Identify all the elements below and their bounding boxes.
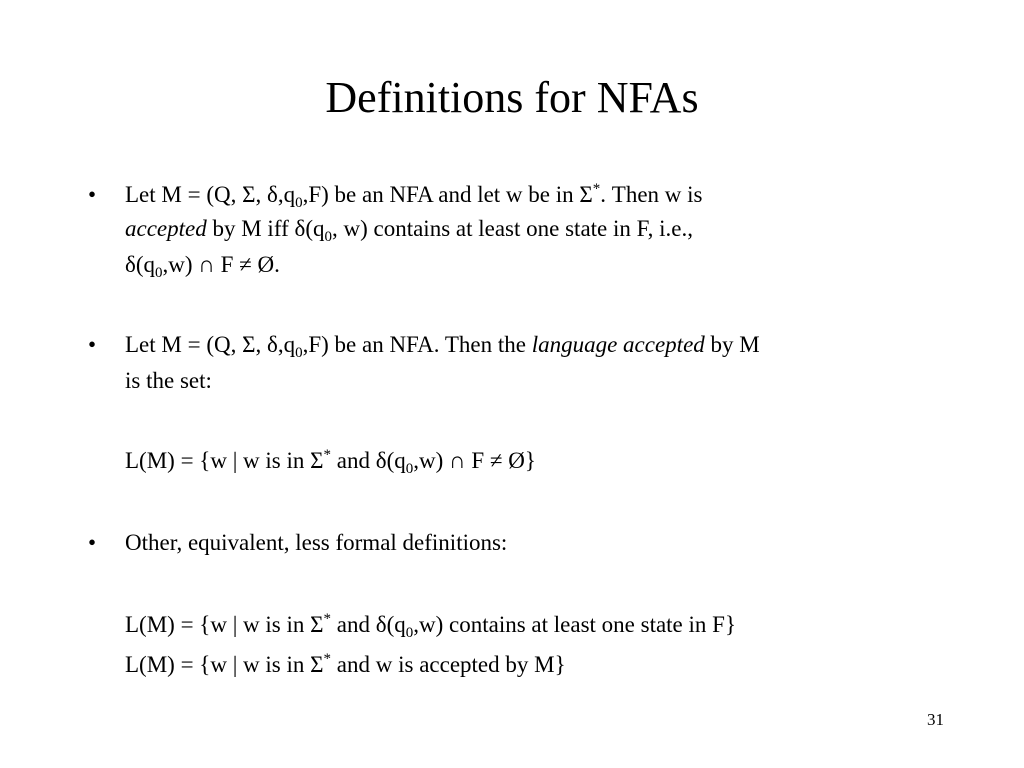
- bullet-1-glyph: •: [88, 182, 97, 207]
- page-number: 31: [927, 710, 944, 729]
- bullet-3-line-1: Other, equivalent, less formal definitions:: [125, 530, 508, 555]
- accepted-term: accepted: [125, 216, 207, 241]
- slide-title: Definitions for NFAs: [325, 73, 699, 122]
- informal-formula-1: L(M) = {w | w is in Σ* and $\delta(q_0,w)$ contains at least one state in F}: [125, 611, 736, 641]
- bullet-1-line-2: accepted by M iff $\delta(q_0$, w) contains at least one state in F, i.e.,: [125, 216, 693, 245]
- language-formula: L(M) = {w | w is in Σ* and $\delta(q_0,w)$ ∩ F ≠ Ø}: [125, 447, 536, 477]
- bullet-1-line-3: $\delta(q_0,w)$ ∩ F ≠ Ø.: [125, 252, 280, 281]
- bullet-3-glyph: •: [88, 530, 97, 555]
- informal-formula-2: L(M) = {w | w is in Σ* and w is accepted by M}: [125, 651, 566, 677]
- bullet-1-line-1: Let M = (Q, Σ, $\delta,q_0,F$) be an NFA and let w be in Σ*. Then w is: [125, 181, 703, 211]
- bullet-2-line-2: is the set:: [125, 368, 212, 393]
- bullet-2-line-1: Let M = (Q, Σ, $\delta,q_0,F$) be an NFA. Then the language accepted by M: [125, 332, 760, 361]
- bullet-2-glyph: •: [88, 332, 97, 357]
- language-accepted-term: language accepted: [531, 332, 705, 357]
